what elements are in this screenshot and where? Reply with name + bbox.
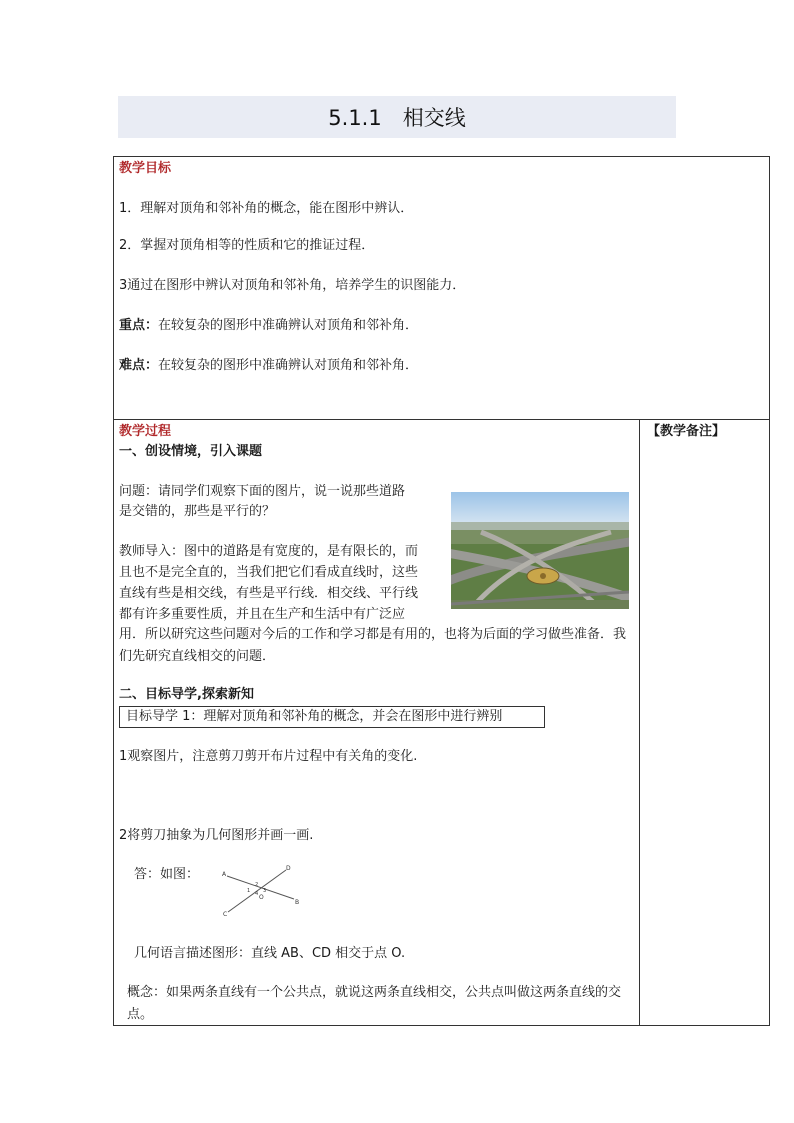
goal-box: 目标导学 1：理解对顶角和邻补角的概念，并会在图形中进行辨别 [119,706,545,728]
question-line: 是交错的，那些是平行的？ [119,504,276,519]
point-label-c: C [223,911,228,918]
answer-label: 答：如图： [134,867,200,882]
step-1: 1观察图片，注意剪刀剪开布片过程中有关角的变化. [119,749,418,764]
objective-item: 3通过在图形中辨认对顶角和邻补角，培养学生的识图能力． [119,278,466,293]
page-title: 5.1.1 相交线 [328,106,466,130]
objective-item: 2．掌握对顶角相等的性质和它的推证过程． [119,238,375,253]
difficult-point-text: 在较复杂的图形中准确辨认对顶角和邻补角． [158,358,419,373]
point-label-d: D [286,865,291,872]
key-point [119,317,418,335]
intersecting-lines-figure [218,862,302,920]
point-label-a: A [222,871,227,878]
intro-line: 都有许多重要性质，并且在生产和生活中有广泛应 [119,607,406,622]
key-point-label: 重点： [119,318,159,333]
key-point-text: 在较复杂的图形中准确辨认对顶角和邻补角． [158,318,419,333]
angle-label: 1 [247,888,251,894]
question-line: 问题：请同学们观察下面的图片，说一说那些道路 [119,484,406,499]
concept-definition: 概念：如果两条直线有一个公共点，就说这两条直线相交，公共点叫做这两条直线的交点。 [127,985,622,1022]
geometry-description: 几何语言描述图形：直线 AB、CD 相交于点 O. [134,946,406,961]
section-heading-2: 二、目标导学,探索新知 [119,687,254,702]
angle-label: 3 [263,888,267,894]
row-divider [113,419,770,420]
objectives-heading: 教学目标 [119,161,172,176]
difficult-point-label: 难点： [119,358,159,373]
intro-line: 教师导入：图中的道路是有宽度的，是有限长的，而 [119,544,419,559]
intro-continuation: 用．所以研究这些问题对今后的工作和学习都是有用的，也将为后面的学习做些准备．我们先研究直线相交的问题． [119,627,627,664]
angle-label: 4 [255,891,259,897]
intro-line: 直线有些是相交线，有些是平行线．相交线、平行线 [119,586,419,601]
notes-heading: 【教学备注】 [647,424,726,439]
column-divider [639,419,640,1026]
section-heading-1: 一、创设情境，引入课题 [119,444,263,459]
point-label-o: O [259,894,264,901]
point-label-b: B [295,899,300,906]
objective-item: 1．理解对顶角和邻补角的概念，能在图形中辨认． [119,201,414,216]
difficult-point [119,357,418,375]
process-heading: 教学过程 [119,424,172,439]
highway-interchange-photo [451,492,629,609]
angle-label: 2 [255,882,259,888]
intro-line: 且也不是完全直的，当我们把它们看成直线时，这些 [119,565,419,580]
step-2: 2将剪刀抽象为几何图形并画一画. [119,828,314,843]
